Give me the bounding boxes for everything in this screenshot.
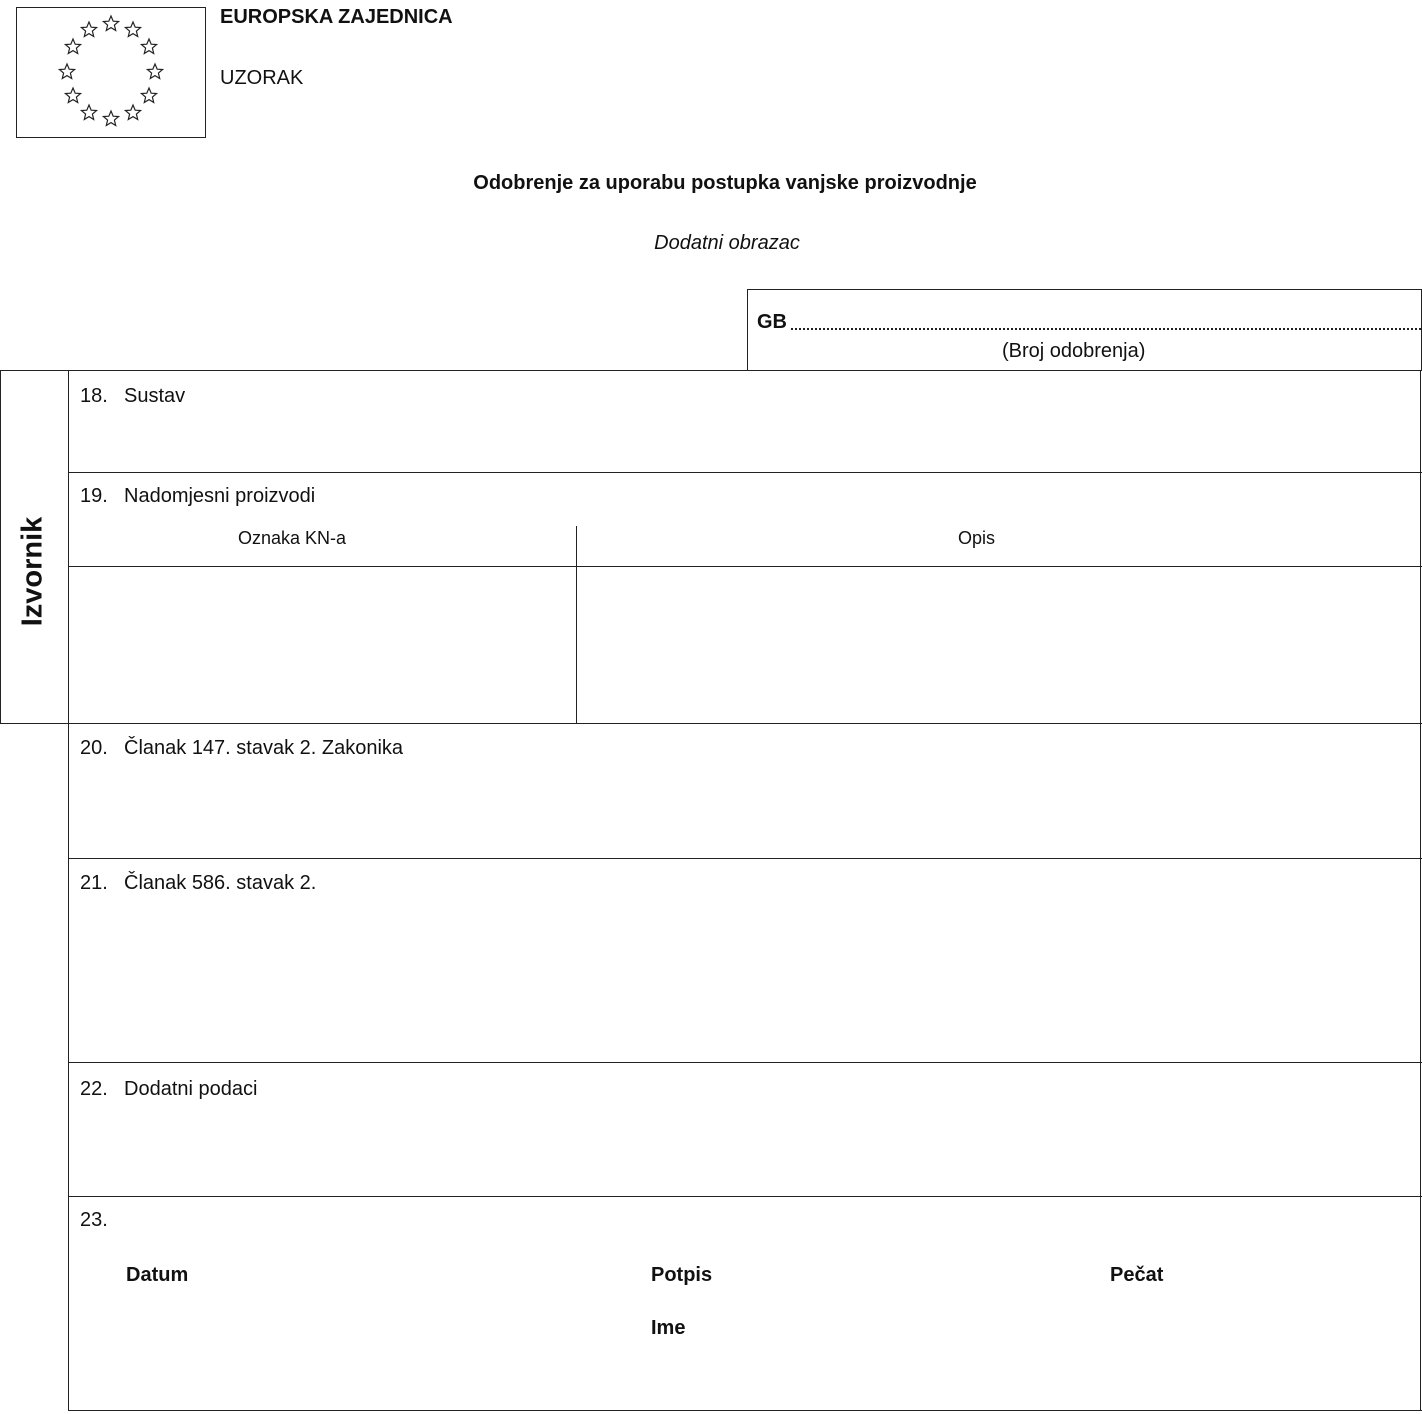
date-label: Datum — [126, 1264, 189, 1286]
eu-logo — [16, 7, 206, 138]
org-name: EUROPSKA ZAJEDNICA — [220, 6, 453, 28]
section-title: Nadomjesni proizvodi — [124, 485, 316, 507]
divider — [0, 723, 1422, 724]
left-border — [0, 370, 1, 724]
date-field[interactable] — [126, 1292, 506, 1402]
section-22-label — [80, 1078, 257, 1101]
section-23-number: 23. — [80, 1209, 108, 1231]
description-field[interactable] — [578, 568, 1418, 722]
signature-field[interactable] — [651, 1292, 1031, 1314]
section-title: Dodatni podaci — [124, 1078, 258, 1100]
section-title: Članak 147. stavak 2. Zakonika — [124, 737, 404, 759]
approval-number-field[interactable] — [791, 328, 1421, 330]
section-title: Članak 586. stavak 2. — [124, 872, 317, 894]
section-20-label — [80, 737, 403, 760]
signature-label: Potpis — [651, 1264, 713, 1286]
section-21-label — [80, 872, 316, 895]
form-subtitle: Dodatni obrazac — [654, 232, 800, 254]
name-label: Ime — [651, 1317, 686, 1339]
column-header-description: Opis — [958, 528, 996, 548]
section-20-field[interactable] — [70, 765, 1418, 855]
divider — [68, 566, 1422, 567]
right-border — [1420, 370, 1421, 1411]
divider — [68, 858, 1422, 859]
section-title: Sustav — [124, 385, 186, 407]
divider — [68, 1410, 1422, 1411]
approval-caption: (Broj odobrenja) — [1002, 340, 1146, 362]
specimen-label: UZORAK — [220, 67, 304, 89]
section-21-field[interactable] — [70, 900, 1418, 1058]
stamp-field[interactable] — [1110, 1292, 1410, 1402]
column-divider — [576, 526, 577, 724]
section-18-field[interactable] — [70, 410, 1418, 470]
section-22-field[interactable] — [70, 1106, 1418, 1194]
divider — [68, 1196, 1422, 1197]
cn-code-field[interactable] — [70, 568, 574, 722]
section-number: 18. — [80, 385, 108, 407]
approval-prefix: GB — [757, 311, 787, 333]
divider — [0, 370, 1422, 371]
side-label: Izvornik — [16, 516, 49, 627]
section-18-label — [80, 385, 185, 408]
section-number: 19. — [80, 485, 108, 507]
section-19-label — [80, 485, 315, 508]
side-divider — [68, 370, 69, 1411]
section-number: 20. — [80, 737, 108, 759]
form-title: Odobrenje za uporabu postupka vanjske proizvodnje — [473, 172, 977, 194]
name-field[interactable] — [700, 1345, 1030, 1400]
eu-stars-icon — [17, 8, 205, 137]
divider — [68, 472, 1422, 473]
section-number: 21. — [80, 872, 108, 894]
divider — [68, 1062, 1422, 1063]
column-header-cn-code: Oznaka KN-a — [238, 528, 347, 548]
section-number: 22. — [80, 1078, 108, 1100]
stamp-label: Pečat — [1110, 1264, 1164, 1286]
